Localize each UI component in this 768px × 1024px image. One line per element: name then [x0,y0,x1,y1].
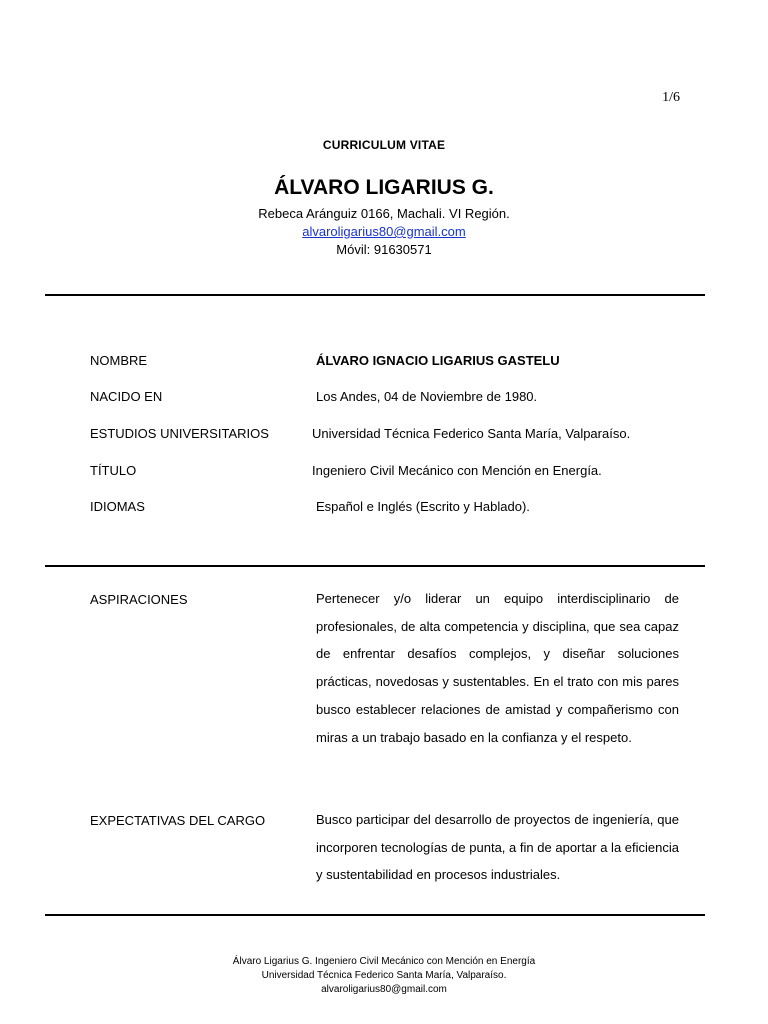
document-heading: CURRICULUM VITAE [322,138,446,152]
mobile-phone: Móvil: 91630571 [336,242,432,257]
page-number: 1/6 [662,90,680,105]
value-estudios: Universidad Técnica Federico Santa María, Valparaíso. [312,426,631,441]
footer-line-3: alvaroligarius80@gmail.com [321,984,447,995]
candidate-name: ÁLVARO LIGARIUS G. [274,176,494,199]
email-line [0,224,768,239]
label-titulo: TÍTULO [90,463,137,478]
value-titulo: Ingeniero Civil Mecánico con Mención en Energía. [312,463,602,478]
footer-line-1: Álvaro Ligarius G. Ingeniero Civil Mecánico con Mención en Energía [232,956,536,967]
footer-line-2: Universidad Técnica Federico Santa María, Valparaíso. [261,970,507,981]
label-idiomas: IDIOMAS [90,499,145,514]
divider [45,565,705,567]
label-estudios: ESTUDIOS UNIVERSITARIOS [90,426,269,441]
divider [45,914,705,916]
email-link[interactable]: alvaroligarius80@gmail.com [302,224,466,239]
value-nacido-en: Los Andes, 04 de Noviembre de 1980. [316,389,538,404]
text-aspiraciones: Pertenecer y/o liderar un equipo interdisciplinario de profesionales, de alta competencia y disciplina, que sea capaz de enfrentar desafíos complejos, y diseñar soluciones prácticas, novedosas y sustentables. En el trato con mis pares busco establecer relaciones de amistad y compañerismo con miras a un trabajo basado en la confianza y el respeto. [316,591,679,745]
label-expectativas: EXPECTATIVAS DEL CARGO [90,813,266,828]
divider [45,294,705,296]
text-expectativas: Busco participar del desarrollo de proyectos de ingeniería, que incorporen tecnologías de punta, a fin de aportar a la eficiencia y sustentabilidad en procesos industriales. [316,812,679,883]
label-nombre: NOMBRE [90,353,148,368]
value-nombre: ÁLVARO IGNACIO LIGARIUS GASTELU [316,353,560,368]
value-idiomas: Español e Inglés (Escrito y Hablado). [316,499,530,514]
label-nacido-en: NACIDO EN [90,389,163,404]
address: Rebeca Aránguiz 0166, Machali. VI Región. [258,206,510,221]
label-aspiraciones: ASPIRACIONES [90,592,188,607]
